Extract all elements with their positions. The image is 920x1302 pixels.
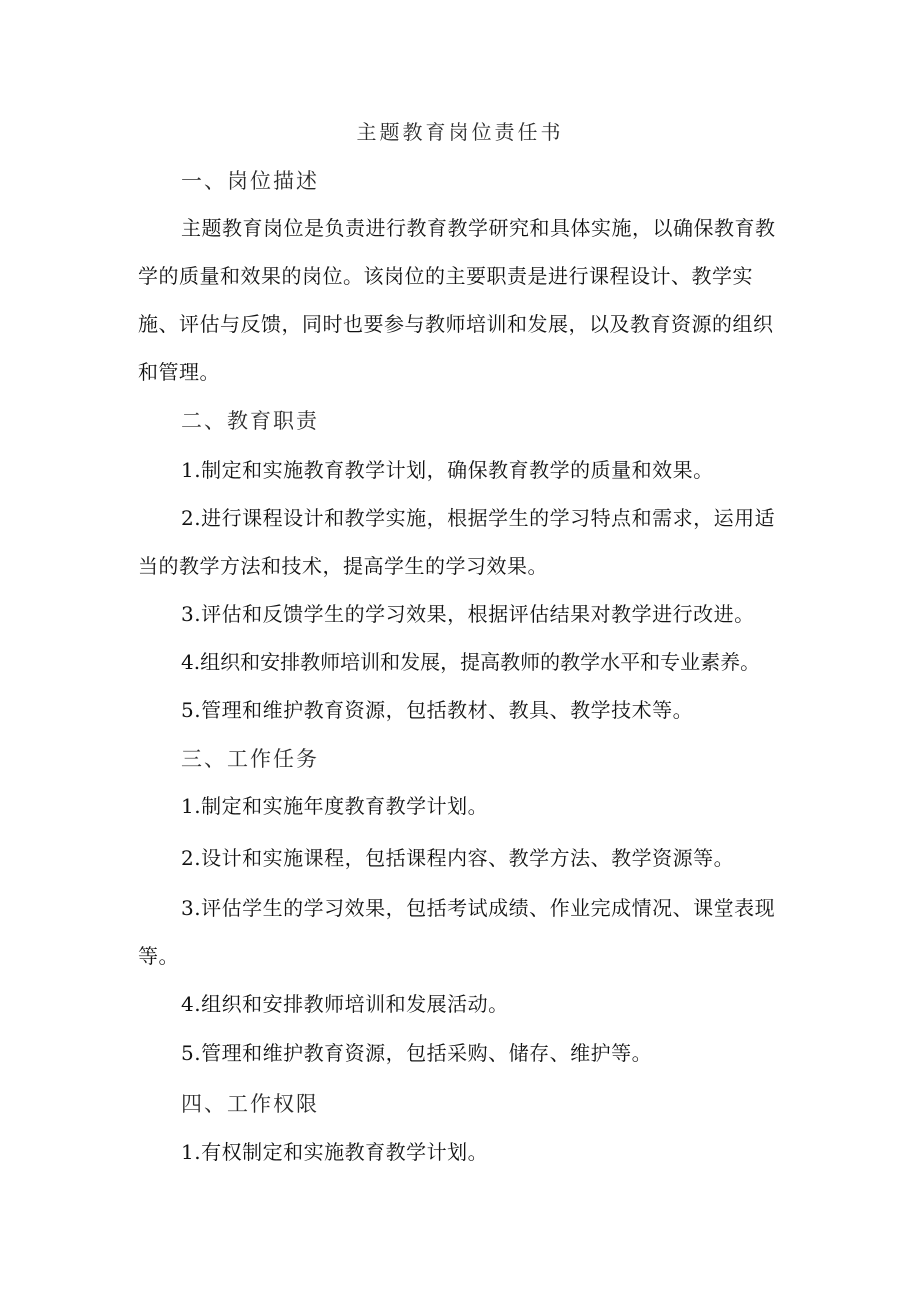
job-description-paragraph: 主题教育岗位是负责进行教育教学研究和具体实施，以确保教育教学的质量和效果的岗位。该岗位的主要职责是进行课程设计、教学实施、评估与反馈，同时也要参与教师培训和发展，以及教育资源的组织和管理。: [138, 216, 776, 384]
task-item-5: 5.管理和维护教育资源，包括采购、储存、维护等。: [181, 1041, 653, 1065]
section-heading-job-description: 一、岗位描述: [181, 169, 319, 193]
duty-item-5: 5.管理和维护教育资源，包括教材、教具、教学技术等。: [181, 698, 694, 722]
authority-item-1: 1.有权制定和实施教育教学计划。: [181, 1140, 489, 1164]
duty-item-2: 2.进行课程设计和教学实施，根据学生的学习特点和需求，运用适当的教学方法和技术，提高学生的学习效果。: [138, 506, 776, 578]
task-item-3: 3.评估学生的学习效果，包括考试成绩、作业完成情况、课堂表现等。: [138, 896, 776, 968]
section-heading-education-duties: 二、教育职责: [181, 409, 319, 433]
duty-item-4: 4.组织和安排教师培训和发展，提高教师的教学水平和专业素养。: [181, 650, 761, 674]
section-heading-work-authority: 四、工作权限: [181, 1092, 319, 1116]
duty-item-1: 1.制定和实施教育教学计划，确保教育教学的质量和效果。: [181, 458, 714, 482]
task-item-1: 1.制定和实施年度教育教学计划。: [181, 794, 489, 818]
document-title: 主题教育岗位责任书: [356, 120, 564, 144]
task-item-4: 4.组织和安排教师培训和发展活动。: [181, 992, 509, 1016]
duty-item-3: 3.评估和反馈学生的学习效果，根据评估结果对教学进行改进。: [181, 602, 755, 626]
task-item-2: 2.设计和实施课程，包括课程内容、教学方法、教学资源等。: [181, 846, 735, 870]
section-heading-work-tasks: 三、工作任务: [181, 747, 319, 771]
